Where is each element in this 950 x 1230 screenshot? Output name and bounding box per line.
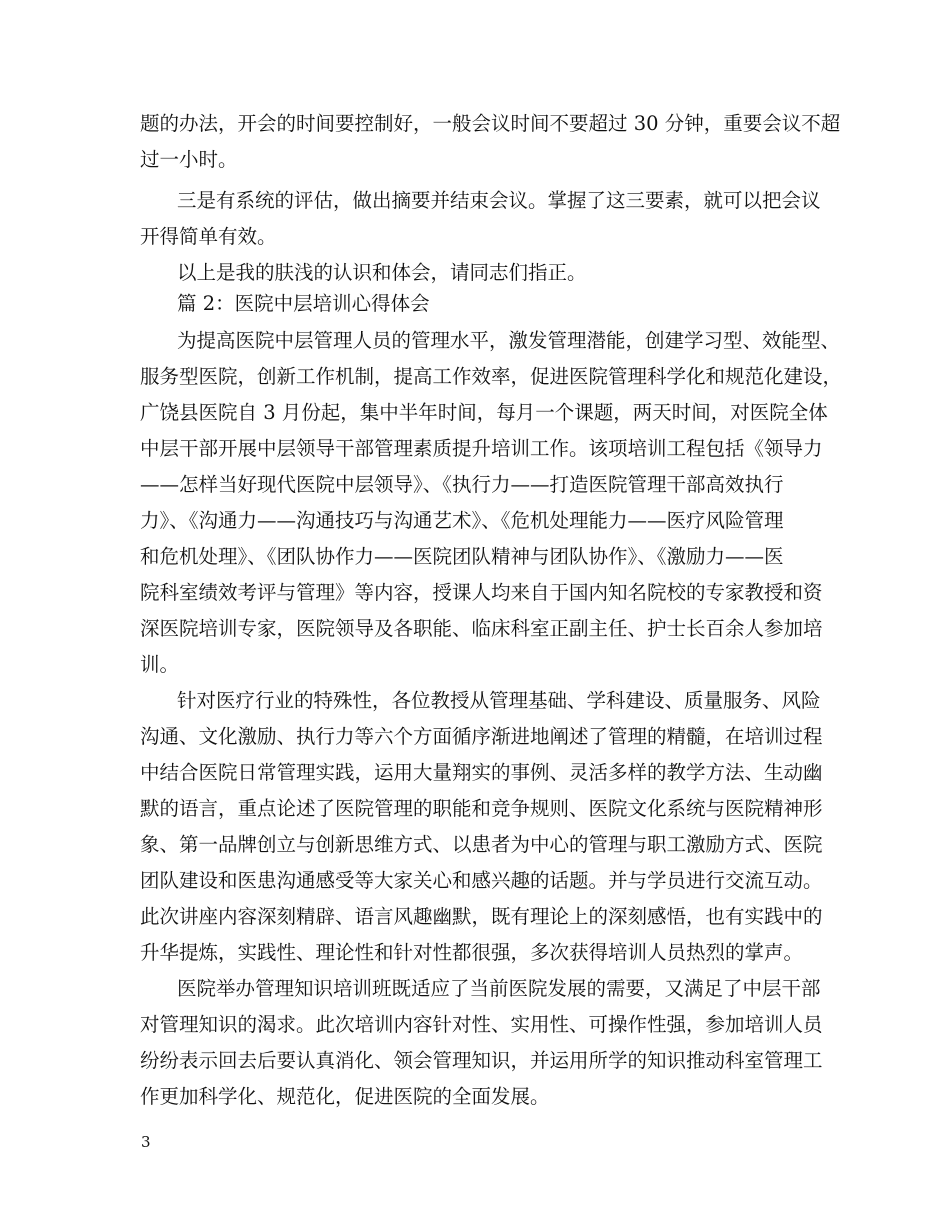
body-line: 象、第一品牌创立与创新思维方式、以患者为中心的管理与职工激励方式、医院 <box>140 833 823 856</box>
body-line: 和危机处理》、《团队协作力——医院团队精神与团队协作》、《激励力——医 <box>140 545 784 568</box>
body-line: 作更加科学化、规范化，促进医院的全面发展。 <box>140 1085 550 1108</box>
body-line: 服务型医院，创新工作机制，提高工作效率，促进医院管理科学化和规范化建设， <box>140 365 843 388</box>
body-line: 团队建设和医患沟通感受等大家关心和感兴趣的话题。并与学员进行交流互动。 <box>140 869 823 892</box>
page-number: 3 <box>141 1133 151 1151</box>
body-line: 中层干部开展中层领导干部管理素质提升培训工作。该项培训工程包括《领导力 <box>140 437 823 460</box>
body-line: 广饶县医院自 3 月份起，集中半年时间，每月一个课题，两天时间，对医院全体 <box>140 401 828 424</box>
body-line: 训。 <box>140 653 180 676</box>
body-line: 过一小时。 <box>140 148 238 171</box>
paragraph-first-line: 以上是我的肤浅的认识和体会，请同志们指正。 <box>177 261 587 284</box>
body-line: 开得简单有效。 <box>140 225 277 248</box>
body-line: 题的办法，开会的时间要控制好，一般会议时间不要超过 30 分钟，重要会议不超 <box>140 112 841 135</box>
body-line: 院科室绩效考评与管理》等内容，授课人均来自于国内知名院校的专家教授和资 <box>140 581 823 604</box>
body-line: 力》、《沟通力——沟通技巧与沟通艺术》、《危机处理能力——医疗风险管理 <box>140 509 784 532</box>
paragraph-first-line: 针对医疗行业的特殊性，各位教授从管理基础、学科建设、质量服务、风险 <box>177 689 821 712</box>
body-line: 此次讲座内容深刻精辟、语言风趣幽默，既有理论上的深刻感悟，也有实践中的 <box>140 905 823 928</box>
body-line: 升华提炼，实践性、理论性和针对性都很强，多次获得培训人员热烈的掌声。 <box>140 941 804 964</box>
paragraph-first-line: 为提高医院中层管理人员的管理水平，激发管理潜能，创建学习型、效能型、 <box>177 329 841 352</box>
body-line: ——怎样当好现代医院中层领导》、《执行力——打造医院管理干部高效执行 <box>140 473 784 496</box>
body-line: 深医院培训专家，医院领导及各职能、临床科室正副主任、护士长百余人参加培 <box>140 617 823 640</box>
body-line: 默的语言，重点论述了医院管理的职能和竞争规则、医院文化系统与医院精神形 <box>140 797 823 820</box>
paragraph-first-line: 三是有系统的评估，做出摘要并结束会议。掌握了这三要素，就可以把会议 <box>177 189 821 212</box>
body-line: 沟通、文化激励、执行力等六个方面循序渐进地阐述了管理的精髓，在培训过程 <box>140 725 823 748</box>
body-line: 对管理知识的渴求。此次培训内容针对性、实用性、可操作性强，参加培训人员 <box>140 1013 823 1036</box>
section-heading: 篇 2：医院中层培训心得体会 <box>177 292 430 315</box>
paragraph-first-line: 医院举办管理知识培训班既适应了当前医院发展的需要，又满足了中层干部 <box>177 977 821 1000</box>
body-line: 纷纷表示回去后要认真消化、领会管理知识，并运用所学的知识推动科室管理工 <box>140 1049 823 1072</box>
body-line: 中结合医院日常管理实践，运用大量翔实的事例、灵活多样的教学方法、生动幽 <box>140 761 823 784</box>
